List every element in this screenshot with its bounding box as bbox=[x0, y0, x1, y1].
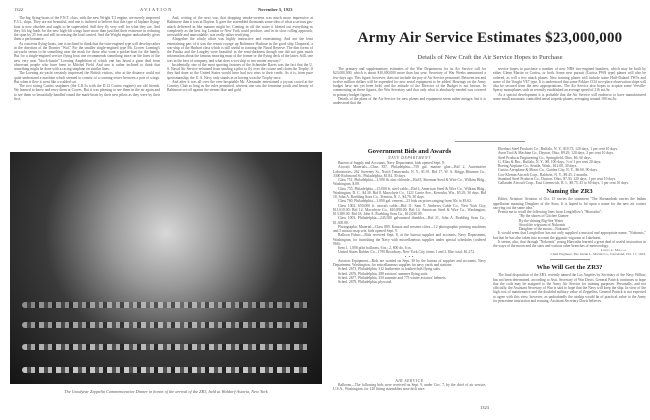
paragraph: Class 751, Philadelphia—1,500 lb. zinc chloride—Bid 8, Sherman Steel & Wire Co., Wilkins Bldg., Washington, $.08. bbox=[333, 178, 486, 187]
paragraph: Aviators Equipment—Bids are wanted on Sept. 30 by the bureau of supplies and accounts, Navy Department, Washington, for miscellaneous supplies for navy yards and stations: bbox=[333, 258, 486, 267]
paragraph: Balloons—The following bids were received on Sept. 9, under Circ. 7, by the chief of air service, U.S.A., Washington, for 120 fitting assemblies nose drift wire: bbox=[333, 383, 486, 392]
paragraph: Sched. 2679, Philadelphia, plywood. bbox=[338, 280, 393, 284]
signature: Lemuel C. Mulacas bbox=[600, 248, 626, 253]
paragraph: Altogether the whole affair was highly instructive and entertaining. And not the least entertaining part of it was the return voyage up Baltimore Harbour in the good ship Chaparral, a war-ship of the Hudson class which is still useful in training the Naval Reserve. The dim forms of the Patoka and the Langley were beautiful in the semi-darkness though one did not gain much information about the famous mooring mast of the former or the flying deck of the latter. Still, one was in the best of company, and what does a wet ship or two matter anyway? bbox=[167, 37, 313, 63]
paragraph: It seems, also, that through "Nokomis" young Hiawatha learned a great deal of useful instruction in the ways of the moon and the stars and various other branches of meteorology. bbox=[493, 239, 646, 248]
paragraph: Details of the plans of the Air Service for new planes and equipment seem rather meagre, but it is understood that the bbox=[333, 96, 486, 105]
divider bbox=[455, 141, 525, 142]
intro-column-1 bbox=[333, 67, 486, 135]
department-heading: NAVY DEPARTMENT bbox=[388, 156, 431, 160]
paragraph: service hopes to purchase a number of new NBS two-engined bombers, which may be built by either Glenn Martin or Curtiss, or both. Some new pursuit (Curtiss PW8 type) planes will also be ordered, as will a few attack planes. New training planes will include some Huff-Daland TW5s and some of the Vought VE7 type. It is understood that some Fokker CO4 two-place observation ships will also be secured from the new appropriations. The Air Service also hopes to acquire some Verville-Sperry monoplanes such as recently established an average speed of 216 mi./hr. bbox=[493, 67, 646, 93]
paragraph: And, writing of the next war, that dropping smoke-screens was much more impressive at Baltimore than it was at Dayton. It gave the assembled thousands some idea of what a serious gas-attack delivered in like manner might be. Coming in off the water it blotted out everything as completely as the best fog London or New York could produce, and in its slow rolling approach, irresistible and unavoidable, was really rather terrifying. bbox=[167, 16, 313, 37]
paragraph: The two racing Curtiss seaplanes (the C.R.3s with the D.12 Curtiss engines) are old friends. We learned to know and envy them at Cowes. But it was pleasing to see them in the air again and to see them so beautifully handled round the mark-boats by their new pilots as they were by their first. bbox=[14, 84, 160, 101]
poem-line: Stood the wigwam of Nokomis bbox=[519, 222, 566, 227]
right-lower-column bbox=[493, 147, 646, 400]
paragraph: And after it was all over the ever-hospitable Mr. Alexander entertained a joyous crowd at the Country Club as long as the rules permitted, whereat one saw the feminine youth and beauty of Baltimore set off against the sterner blue and gold. bbox=[167, 79, 313, 93]
paragraph: Class 1002, 650,000 ft. aircraft cable—Bid 11, Sam T. Andrews Cable Co., New York City, $11,610.00; Bid 12, Macwhyte Co., $10,890.00; Bid 14, American Steel & Wire Co., Washington, $13,380.00. Bid 18, John A. Roebling Sons Co., $12,030.00. bbox=[333, 203, 486, 216]
headline: Army Air Service Estimates $23,000,000 bbox=[357, 30, 623, 46]
page-number-left: 1322 bbox=[14, 7, 23, 12]
bids-section bbox=[333, 148, 486, 400]
paragraph: It would seem that Longfellow has not only supplied a musical and appropriate name, "Nokomis," but that he has also taken into account the gigantic wigwam at Lakehurst. bbox=[493, 231, 646, 240]
issue-date: November 5, 1923 bbox=[258, 7, 293, 12]
paragraph: Gallaudet Aircraft Corp., East Greenwich, R. I., $8.75, 45 to 60 days, 1 per cent 10 days. bbox=[498, 181, 629, 185]
separator: • • • bbox=[405, 254, 414, 259]
signature-detail: Chief Engineer, The Glenn L. Martin Co., Cleveland, Oct. 17, 1923. bbox=[550, 252, 646, 257]
divider bbox=[550, 259, 590, 260]
section-title: Naming the ZR3 bbox=[546, 188, 593, 196]
paragraph: Boeing Airplane Co., Seattle, Wash., $12.00, 30 days. bbox=[498, 164, 578, 168]
paragraph: Steel Products Engineering Co., Springfield, Ohio, $6, 60 days. bbox=[498, 155, 592, 160]
paragraph: The final disposition of the ZR3, recently named the Los Angeles by Secretary of the Navy Wilbur, has not been determined, according to Asst. Secretary of War Davis. General Patrick continues to hope that the craft may be assigned to the Army Air Service for training purposes. Personally, and not officially, the Assistant Secretary of War is said to hope that the Navy will keep the ship. In view of the high cost of maintenance and the doubtful military value of Zeppelins, General Patrick is not expected to agree with this view, however, as undoubtedly the airship would be of practical value to the Army for peacetime instruction and training, Assistant Secretary Davis believes. bbox=[493, 273, 646, 303]
paragraph: Class 1003, Philadelphia—245,500 galvanized thimbles—Bid 21, John A. Roebling Sons Co., $1,300.00. bbox=[333, 216, 486, 225]
subheadline: Details of New Craft the Air Service Hopes to Purchase bbox=[417, 54, 563, 61]
poem-line: "By the shores of Gitchee Gumee bbox=[519, 214, 569, 219]
paragraph: Editor, Aviation: Aviation of Oct. 15 carries the statement "The Shenandoah carries the Indian appellation meaning Daughter of the Stars. It is hoped to hit upon a name for the new air cruiser carrying out the same idea." bbox=[493, 197, 646, 210]
poem bbox=[493, 214, 646, 231]
left-column-1 bbox=[14, 16, 160, 150]
paragraph: Sched. 2677, Philadelphia, 350 summer and 775 winter aviators' helmets. bbox=[338, 275, 447, 280]
paragraph: G. Elias & Bro., Buffalo, N. Y., $8, 100 days, ½ of 1 per cent 20 days. bbox=[498, 159, 602, 164]
left-column-2 bbox=[167, 16, 313, 150]
running-head: AVIATION bbox=[140, 7, 173, 12]
paragraph: Avon Tool & Machine Co., Dayton, Ohio, $9.29, 120 days, 2 per cent 10 days. bbox=[498, 151, 614, 156]
page-number-right: 1323 bbox=[480, 405, 489, 410]
photo-caption: The Goodyear Zeppelin Commemorative Dinner in honor of the arrival of the ZR3, held at Waldorf-Astoria, New York bbox=[64, 389, 268, 394]
paragraph: As a special development it is probable that the Air Service will endeavor to have manufactured some small automatic controlled aerial torpedo planes, averaging around 100 mi./hr. bbox=[493, 92, 646, 101]
paragraph: Standard Steel Products Co., Dayton, Ohio, $7.30, 120 days, 1 per cent 10 days. bbox=[498, 176, 617, 181]
paragraph: The big flying-boats of the F.N.T. class, with the new Wright T.3 engine, are merely improved F.5.L. ships. They are not beautiful, and one is inclined to believe that this type of biplane flying-boat is now obsolete and ought to be superseded. Still they fly very well for what they are. And they lift big loads for the new high-lift wings have more than justified their existence in reducing the span by 25 feet and still increasing the load carried. And the Wright engine undoubtedly gives them a performance. bbox=[14, 16, 160, 42]
paragraph: Cox-Klemin Aircraft Corp., Baldwin, N. Y., $9.45, 2 months. bbox=[498, 172, 589, 177]
paragraph: Item 1, 1,000 pilot balloons, 6 in.; 2, 800 do, 6 in. bbox=[338, 246, 412, 250]
paragraph: The Loening air-yacht certainly impressed the British visitors, who at the distance could not quite understand a machine which seemed to consist of a conning-tower between a pair of wings. But when it flew it went like a scalded cat. bbox=[14, 71, 160, 84]
paragraph: Balloon Fabric—Bids received Sept. 8, at the bureau supplies and accounts, Navy Department, Washington, for furnishing the Navy with miscellaneous supplies under special schedules (ordered 966): bbox=[333, 233, 486, 246]
section-title: Who Will Get the ZR3? bbox=[536, 264, 603, 272]
paragraph: Permit me to recall the following lines from Longfellow's "Hiawatha": bbox=[498, 210, 603, 214]
paragraph: Class 755, Philadelphia—15,000 ft. steel cable—Bid 4, American Steel & Wire Co., Wilkins Bldg., Washington, D. C., $4.30. Bid 8, Macwhyte Co., 1221 Carrie Ave., Kenosha, Wis., $5.29, 30 days. Bid 18, John A. Roebling Sons Co., Trenton, N. J., $4.76, 30 days. bbox=[333, 186, 486, 199]
paragraph: Incidentally, one of the most sporting features of the Schneider Races was the fact that the U. S. Naval Air Service refrained from sending a pilot to fly over the course and claim the Trophy. If they had done so the United States would have had two wins to their credit. As it is, from pure sportsmanship, the U. S. Navy only stands in as having won the Trophy once. bbox=[167, 62, 313, 80]
poem-line: Daughter of the moon—Nokomis" bbox=[519, 227, 571, 231]
poem-line: By the shining Big-Sea-Water bbox=[519, 218, 564, 223]
paragraph: Sched. 2673, Philadelphia, 312 leatherette or leathercloth flying suits. bbox=[338, 267, 441, 272]
paragraph: As concerns flying-boats, one is inclined to think that the twin-engined type will develop rather in the direction of the Dornier "Wal." For the smaller single-engined type Mr. Grover Loening's air-yacht seems to be something near the mark for those who want a pocket-boat for the family. But for a single-engined service flying boat one recommends something more on the lines of the new very neat "block-bustin" Loening Amphibian of which one has heard a great deal from observant people who have been to Mitchel Field. And one is rather inclined to think that something might be done with a racing seaplane on similar lines. bbox=[14, 41, 160, 71]
paragraph: Aircraft Materials—Class 837, Philadelphia—750 gal. marine glue—Bid 2, Automotive Laboratories, 262 Sweeney St., North Tonawanda, N. Y., $1.91. Bid 17, W. A. Briggs Bitumen Co., 3300 Richmond St., Philadelphia, $1.84, 30 days. bbox=[333, 165, 486, 178]
paragraph: Bureau of Supply and Accounts, Navy Department, bids opened Sept. 9: bbox=[338, 161, 445, 165]
intro-column-2 bbox=[493, 67, 646, 135]
paragraph: Sched. 2676, Philadelphia, 288 aviators' summer flying suits. bbox=[338, 271, 429, 276]
paragraph: United States Rubber Co., 1790 Broadway, New York City, items 1 and 2, $lte; total, $1,272. bbox=[338, 250, 475, 255]
paragraph: The primary and supplementary estimates of the War Department for its Air Service call for $23,000,000, which is about $10,000,000 more than last year, Secretary of War Weeks announced a few days ago. This figure, however, does not include the pay of Air Service personnel. Between ten and twelve million dollars will be expended for new aerial equipment to be added. Hearings on the Army budget have not yet been held, and the attitude of the Director of the Budget is not known. In commenting on these figures, the War Secretary said that only what is absolutely needed was covered in primary budget figures. bbox=[333, 67, 486, 97]
paragraph: Class 760, Philadelphia—1,000 gal. cement—23 bids on prices ranging from 30c to $3.62. bbox=[338, 199, 472, 204]
paragraph: Curtiss Aeroplane & Motor Co., Garden City, N. Y., $6.60, 90 days. bbox=[498, 168, 598, 173]
paragraph: Eberhart Steel Products Co., Buffalo, N. Y., $10.73, 120 days, 1 per cent 10 days. bbox=[498, 147, 618, 151]
paragraph: Photographic Material—Class 809, Kansas and western cities—12 photographic printing machines and 5 mosaic map sets, bids opened Sept. 9. bbox=[333, 224, 486, 233]
banquet-photo bbox=[10, 152, 322, 384]
air-service-heading: AIR SERVICE bbox=[395, 379, 424, 383]
section-title: Government Bids and Awards bbox=[367, 148, 452, 155]
